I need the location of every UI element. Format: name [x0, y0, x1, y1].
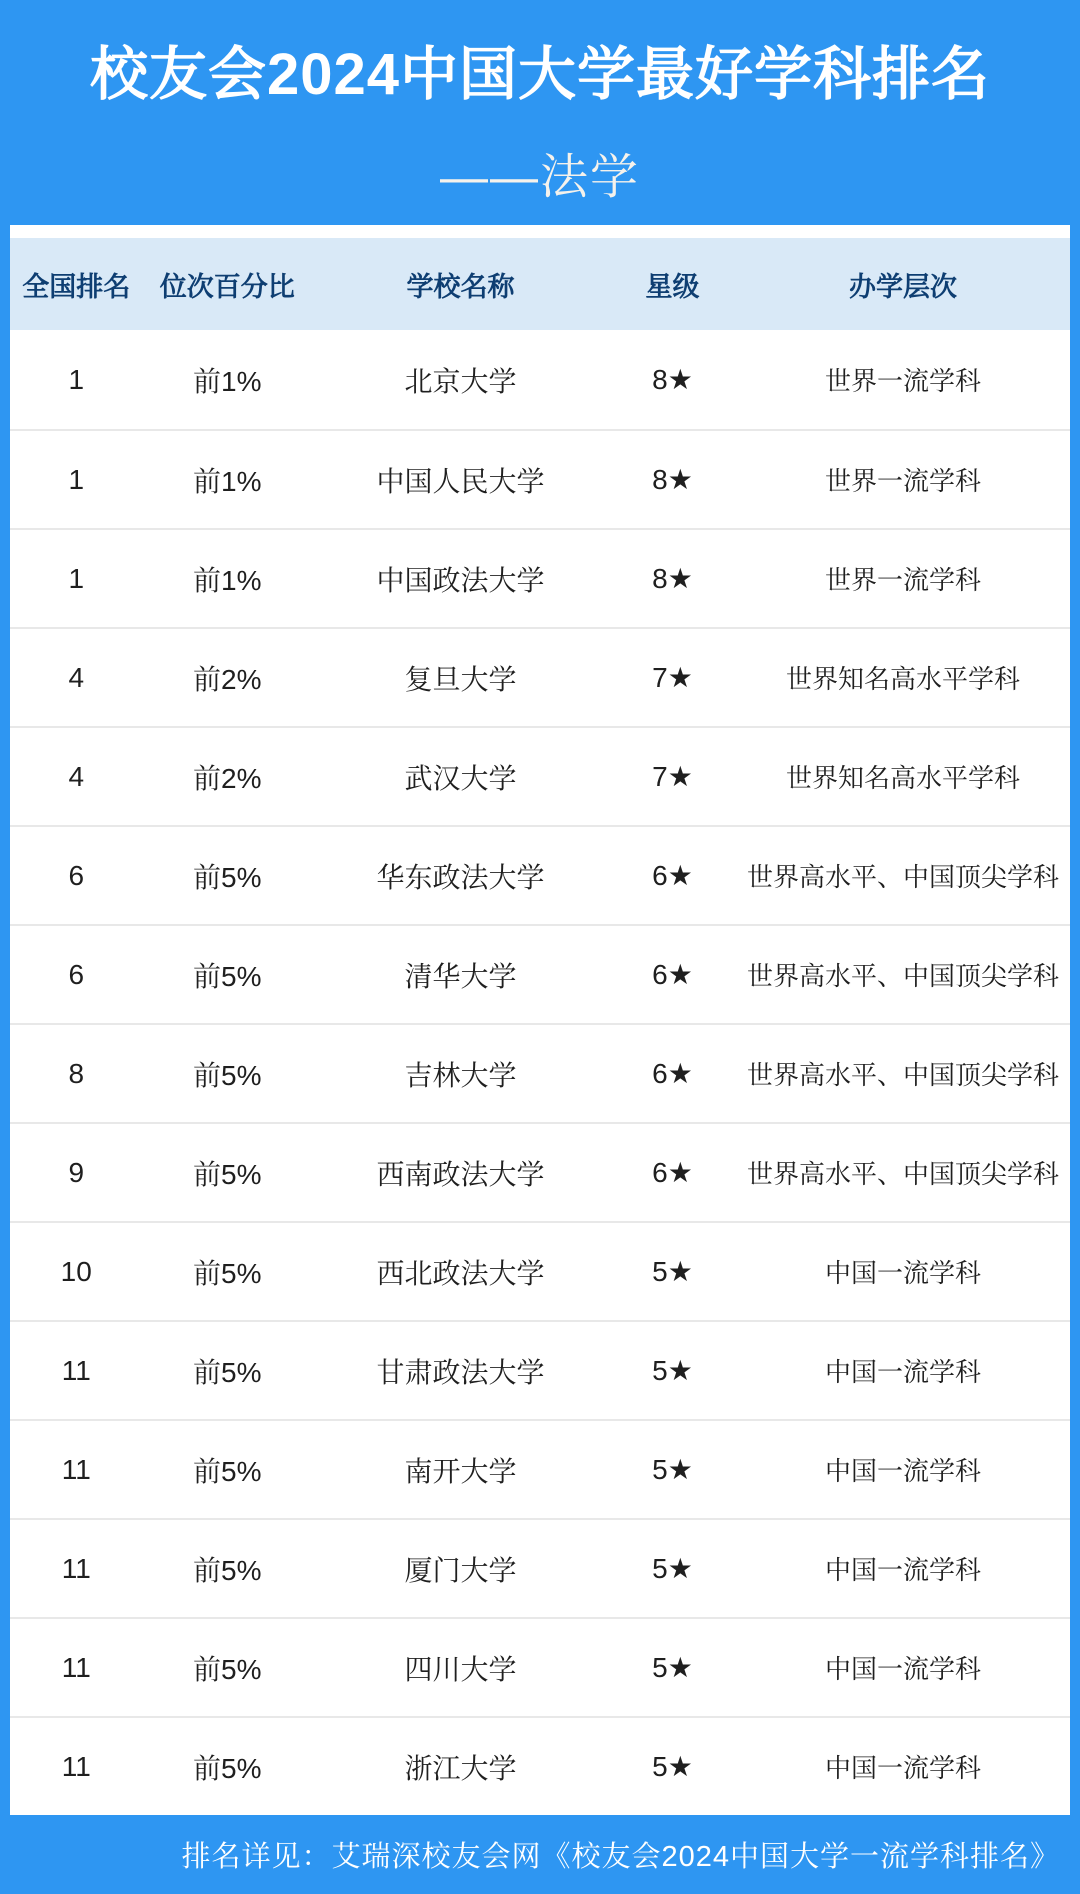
- star-rating-cell: 8★: [652, 563, 693, 594]
- star-rating-cell: 5★: [652, 1256, 693, 1287]
- table-row: [10, 924, 1070, 1023]
- rank-cell: 1: [68, 363, 85, 395]
- rank-cell: 11: [61, 1651, 91, 1683]
- rank-cell: 10: [60, 1255, 92, 1287]
- star-rating-cell: 5★: [652, 1553, 693, 1584]
- rank-cell: 1: [68, 463, 85, 495]
- level-cell: 中国一流学科: [825, 1357, 982, 1387]
- school-name-cell: 清华大学: [404, 960, 517, 992]
- level-cell: 世界一流学科: [825, 565, 982, 595]
- percentile-cell: 前5%: [193, 1752, 262, 1784]
- rank-cell: 6: [68, 859, 85, 891]
- column-header-percentile: 位次百分比: [159, 271, 295, 302]
- table-row: [10, 1518, 1070, 1617]
- star-rating-cell: 6★: [652, 959, 693, 990]
- rank-cell: 4: [68, 661, 85, 693]
- column-header-rank: 全国排名: [22, 271, 131, 302]
- level-cell: 世界高水平、中国顶尖学科: [747, 1159, 1060, 1189]
- table-row: [10, 825, 1070, 924]
- school-name-cell: 西南政法大学: [376, 1158, 545, 1190]
- percentile-cell: 前5%: [193, 1059, 262, 1091]
- table-row: [10, 1320, 1070, 1419]
- level-cell: 世界知名高水平学科: [786, 763, 1021, 793]
- column-header-school: 学校名称: [406, 271, 515, 302]
- percentile-cell: 前5%: [193, 1455, 262, 1487]
- star-rating-cell: 7★: [652, 662, 693, 693]
- page-title: 校友会2024中国大学最好学科排名: [89, 42, 991, 107]
- percentile-cell: 前2%: [193, 663, 262, 695]
- footer: [0, 1815, 1080, 1894]
- level-cell: 中国一流学科: [825, 1753, 982, 1783]
- star-rating-cell: 8★: [652, 464, 693, 495]
- star-rating-cell: 7★: [652, 761, 693, 792]
- percentile-cell: 前5%: [193, 861, 262, 893]
- table-row: [10, 1122, 1070, 1221]
- percentile-cell: 前5%: [193, 1554, 262, 1586]
- rank-cell: 6: [68, 958, 85, 990]
- footer-note: 排名详见：艾瑞深校友会网《校友会2024中国大学一流学科排名》: [181, 1841, 1060, 1873]
- table-row: [10, 429, 1070, 528]
- rank-cell: 11: [61, 1354, 91, 1386]
- level-cell: 世界高水平、中国顶尖学科: [747, 862, 1060, 892]
- rank-cell: 1: [68, 562, 85, 594]
- rank-cell: 11: [61, 1453, 91, 1485]
- school-name-cell: 甘肃政法大学: [376, 1356, 545, 1388]
- level-cell: 世界高水平、中国顶尖学科: [747, 1060, 1060, 1090]
- school-name-cell: 华东政法大学: [376, 861, 545, 893]
- level-cell: 世界高水平、中国顶尖学科: [747, 961, 1060, 991]
- school-name-cell: 中国政法大学: [376, 564, 545, 596]
- table-row: [10, 528, 1070, 627]
- table-body: [10, 330, 1070, 1815]
- rank-cell: 4: [68, 760, 85, 792]
- school-name-cell: 中国人民大学: [376, 465, 545, 497]
- ranking-table: [10, 225, 1070, 1815]
- school-name-cell: 武汉大学: [404, 762, 517, 794]
- school-name-cell: 南开大学: [404, 1455, 517, 1487]
- level-cell: 中国一流学科: [825, 1258, 982, 1288]
- percentile-cell: 前5%: [193, 960, 262, 992]
- percentile-cell: 前5%: [193, 1158, 262, 1190]
- percentile-cell: 前1%: [193, 465, 262, 497]
- table-row: [10, 1221, 1070, 1320]
- table-row: [10, 726, 1070, 825]
- percentile-cell: 前5%: [193, 1653, 262, 1685]
- star-rating-cell: 6★: [652, 860, 693, 891]
- level-cell: 世界一流学科: [825, 366, 982, 396]
- level-cell: 世界一流学科: [825, 466, 982, 496]
- level-cell: 中国一流学科: [825, 1654, 982, 1684]
- percentile-cell: 前2%: [193, 762, 262, 794]
- level-cell: 中国一流学科: [825, 1456, 982, 1486]
- star-rating-cell: 5★: [652, 1751, 693, 1782]
- table-row: [10, 1617, 1070, 1716]
- star-rating-cell: 5★: [652, 1355, 693, 1386]
- table-header-row: [10, 238, 1070, 330]
- percentile-cell: 前5%: [193, 1356, 262, 1388]
- star-rating-cell: 5★: [652, 1454, 693, 1485]
- rank-cell: 8: [68, 1057, 85, 1089]
- star-rating-cell: 6★: [652, 1157, 693, 1188]
- percentile-cell: 前1%: [193, 365, 262, 397]
- star-rating-cell: 6★: [652, 1058, 693, 1089]
- table-row: [10, 1419, 1070, 1518]
- table-row: [10, 1023, 1070, 1122]
- page-subtitle: ——法学: [439, 151, 640, 204]
- table-row: [10, 330, 1070, 429]
- banner: [0, 0, 1080, 225]
- star-rating-cell: 5★: [652, 1652, 693, 1683]
- rank-cell: 11: [61, 1552, 91, 1584]
- column-header-stars: 星级: [645, 271, 700, 302]
- school-name-cell: 吉林大学: [404, 1059, 517, 1091]
- rank-cell: 9: [68, 1156, 85, 1188]
- school-name-cell: 厦门大学: [404, 1554, 517, 1586]
- star-rating-cell: 8★: [652, 364, 693, 395]
- column-header-level: 办学层次: [849, 271, 958, 302]
- level-cell: 世界知名高水平学科: [786, 664, 1021, 694]
- percentile-cell: 前1%: [193, 564, 262, 596]
- percentile-cell: 前5%: [193, 1257, 262, 1289]
- table-row: [10, 627, 1070, 726]
- school-name-cell: 浙江大学: [404, 1752, 517, 1784]
- school-name-cell: 四川大学: [404, 1653, 517, 1685]
- school-name-cell: 西北政法大学: [376, 1257, 545, 1289]
- level-cell: 中国一流学科: [825, 1555, 982, 1585]
- school-name-cell: 北京大学: [404, 365, 517, 397]
- table-row: [10, 1716, 1070, 1815]
- rank-cell: 11: [61, 1750, 91, 1782]
- school-name-cell: 复旦大学: [404, 663, 517, 695]
